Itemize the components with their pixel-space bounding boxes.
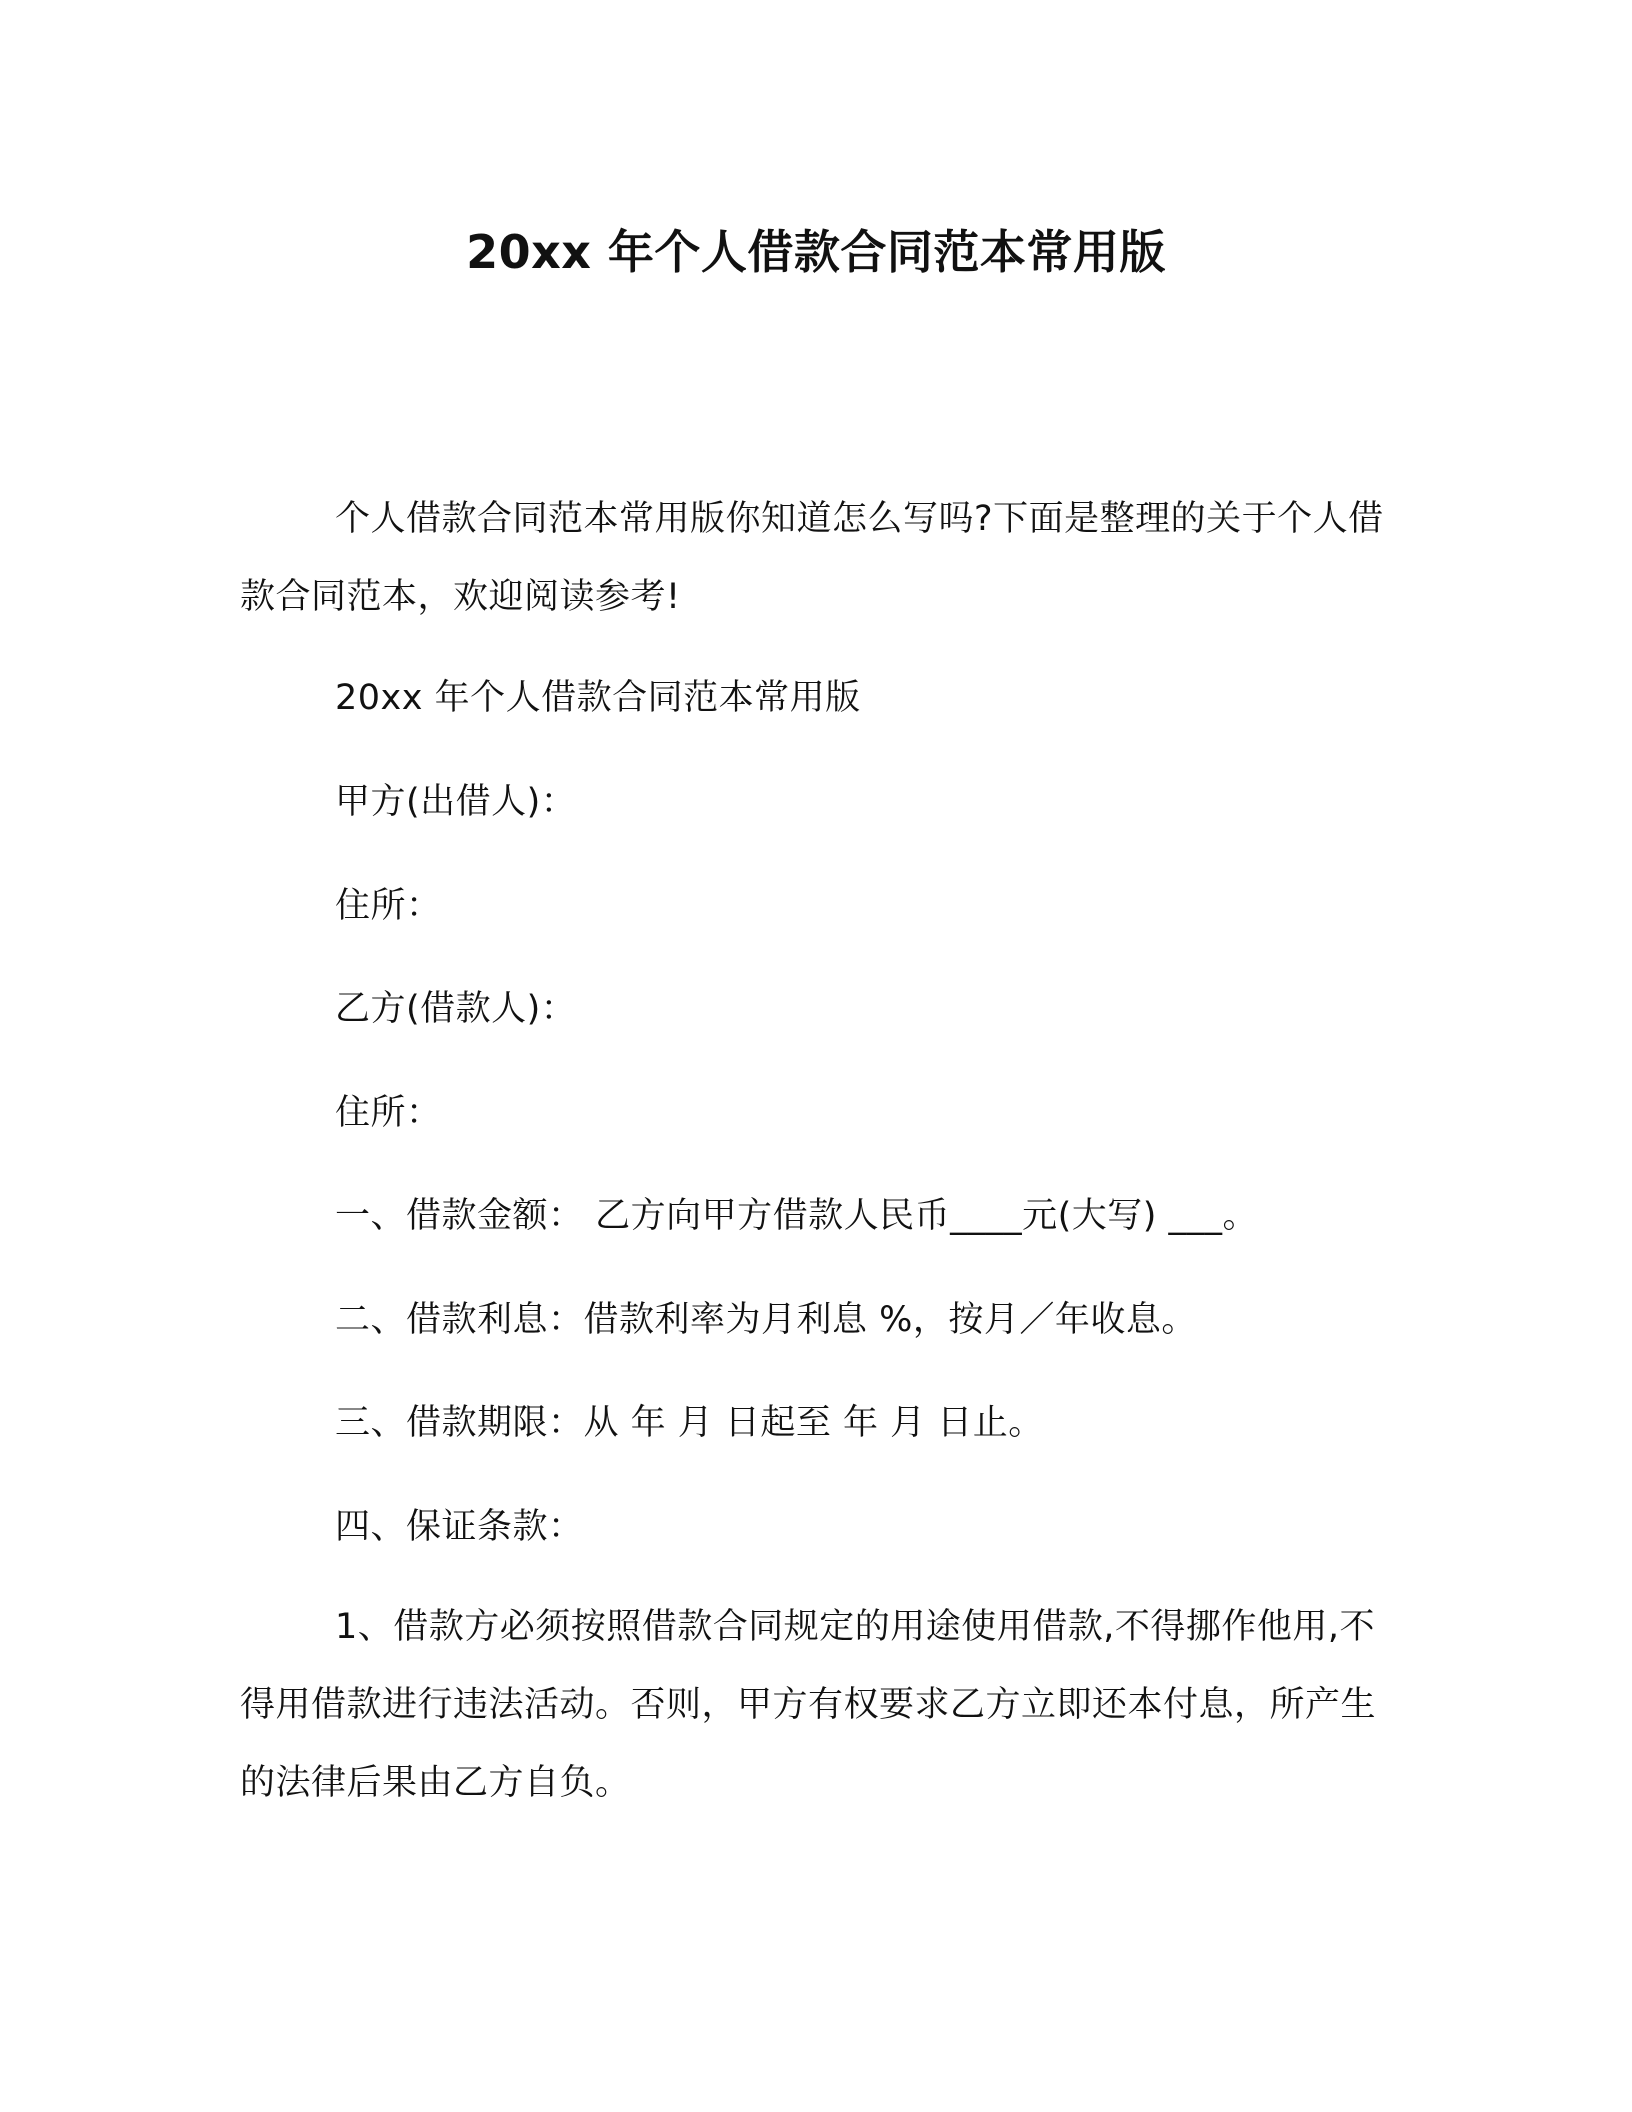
clause-loan-interest: 二、借款利息：借款利率为月利息 %，按月／年收息。: [335, 1300, 1197, 1340]
document-title: 20xx 年个人借款合同范本常用版: [466, 225, 1166, 279]
party-a-line: 甲方(出借人)：: [335, 782, 577, 822]
clause-guarantee-heading: 四、保证条款：: [335, 1507, 584, 1547]
intro-paragraph: 个人借款合同范本常用版你知道怎么写吗?下面是整理的关于个人借款合同范本，欢迎阅读参考!: [240, 499, 1384, 617]
clause-loan-term: 三、借款期限：从 年 月 日起至 年 月 日止。: [335, 1403, 1044, 1443]
clause-loan-amount: 一、借款金额： 乙方向甲方借款人民币____元(大写) ___。: [335, 1196, 1259, 1236]
subtitle-line: 20xx 年个人借款合同范本常用版: [335, 678, 861, 718]
party-b-line: 乙方(借款人)：: [335, 989, 577, 1029]
party-a-address-line: 住所：: [335, 886, 442, 926]
party-b-address-line: 住所：: [335, 1093, 442, 1133]
guarantee-item-1: 1、借款方必须按照借款合同规定的用途使用借款,不得挪作他用,不得用借款进行违法活动。否则，甲方有权要求乙方立即还本付息，所产生的法律后果由乙方自负。: [240, 1607, 1377, 1803]
